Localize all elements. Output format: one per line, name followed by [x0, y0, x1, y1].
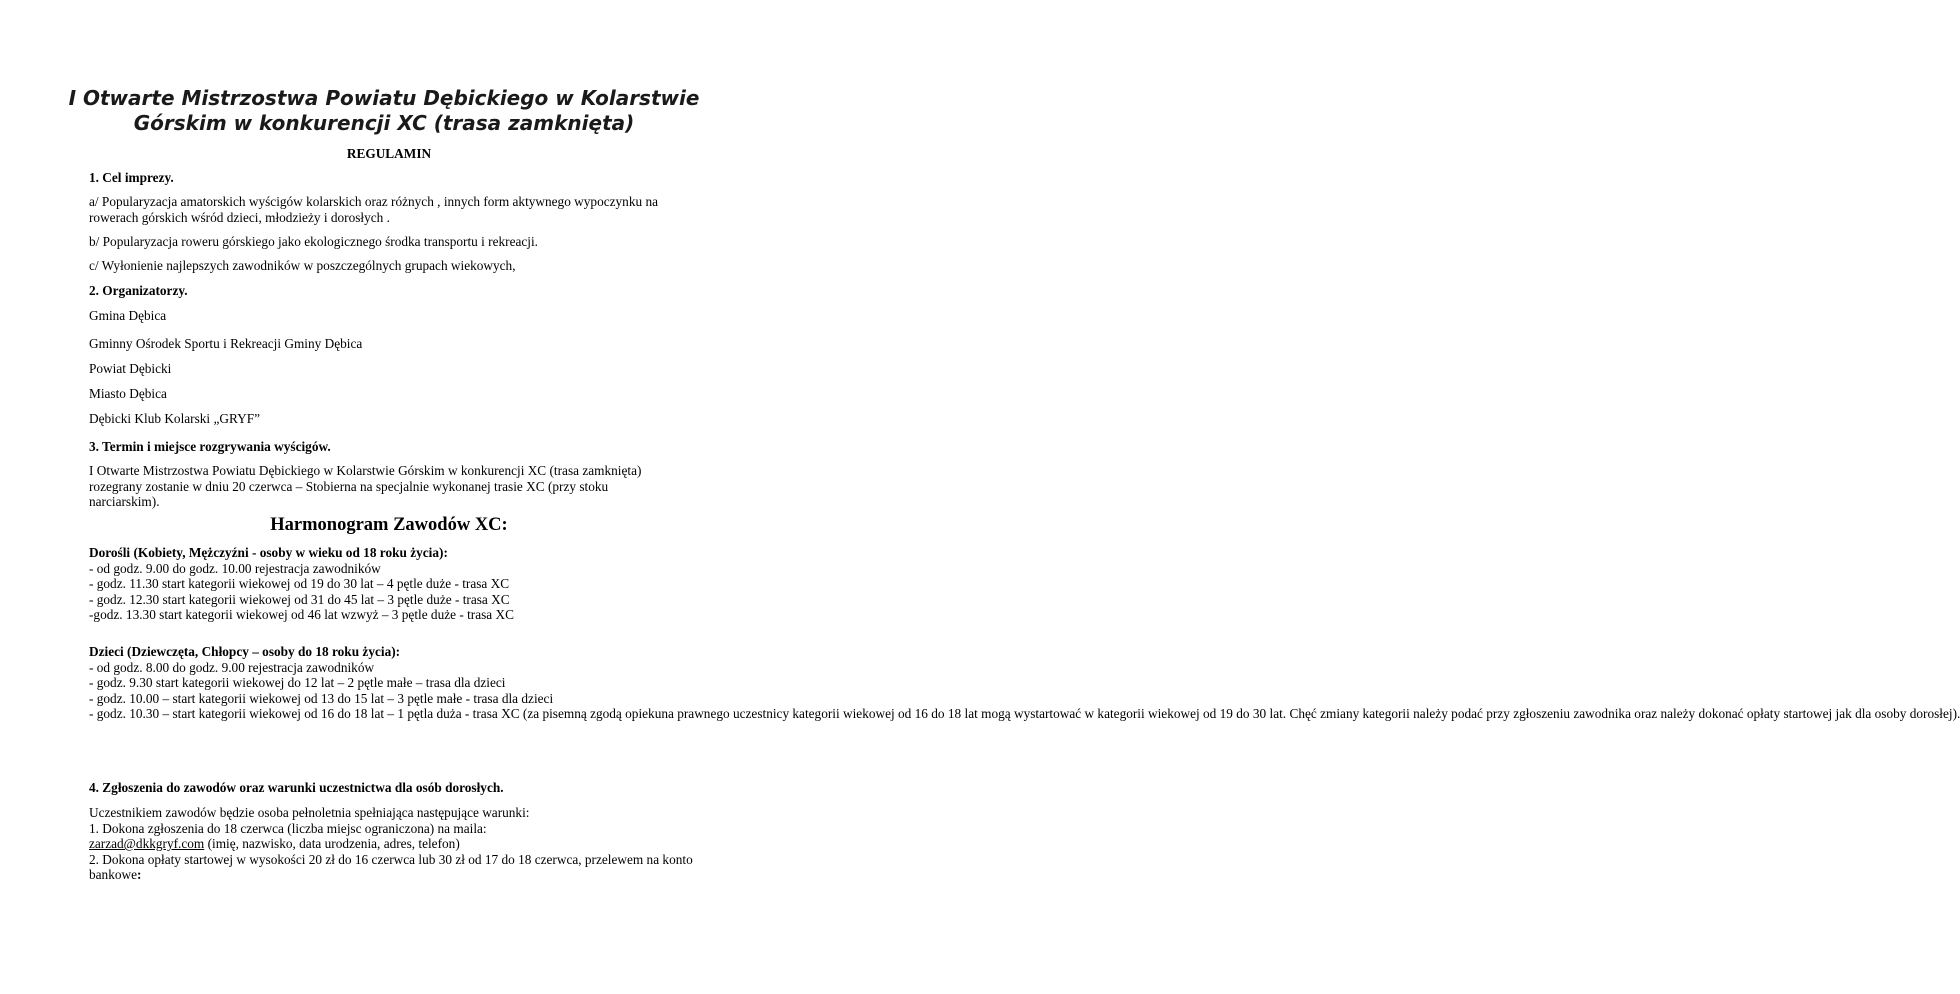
section-4-item-2-colon: :	[137, 867, 142, 882]
title-line-1: I Otwarte Mistrzostwa Powiatu Dębickiego w Kolarstwie	[68, 86, 700, 110]
organizer-item: Gminny Ośrodek Sportu i Rekreacji Gminy Dębica	[89, 336, 363, 351]
email-link[interactable]: zarzad@dkkgryf.com	[89, 836, 205, 851]
section-3-heading: 3. Termin i miejsce rozgrywania wyścigów.	[89, 439, 331, 454]
section-1-item-a: a/ Popularyzacja amatorskich wyścigów kolarskich oraz różnych , innych form aktywnego wypoczynku na rowerach górskich wśród dzieci, młodzieży i dorosłych .	[89, 194, 659, 225]
organizer-item: Miasto Dębica	[89, 386, 167, 401]
schedule-line: - godz. 12.30 start kategorii wiekowej od 31 do 45 lat – 3 pętle duże - trasa XC	[89, 591, 510, 607]
schedule-line: - godz. 9.30 start kategorii wiekowej do 12 lat – 2 pętle małe – trasa dla dzieci	[89, 675, 506, 690]
kids-heading: Dzieci (Dziewczęta, Chłopcy – osoby do 18 roku życia):	[89, 644, 401, 659]
adults-schedule	[89, 545, 689, 623]
section-1-heading: 1. Cel imprezy.	[89, 170, 174, 185]
section-4-item-2-text: 2. Dokona opłaty startowej w wysokości 20 zł do 16 czerwca lub 30 zł od 17 do 18 czerwca, przelewem na konto bankowe	[89, 851, 693, 882]
organizer-item: Gmina Dębica	[89, 308, 167, 323]
kids-schedule	[89, 644, 1960, 722]
adults-heading: Dorośli (Kobiety, Mężczyźni - osoby w wieku od 18 roku życia):	[89, 545, 448, 560]
organizer-item: Dębicki Klub Kolarski „GRYF”	[89, 411, 260, 426]
schedule-line: - godz. 11.30 start kategorii wiekowej od 19 do 30 lat – 4 pętle duże - trasa XC	[89, 576, 510, 591]
section-1-item-c: c/ Wyłonienie najlepszych zawodników w poszczególnych grupach wiekowych,	[89, 258, 516, 273]
document-title	[60, 86, 708, 136]
section-4-heading: 4. Zgłoszenia do zawodów oraz warunki uczestnictwa dla osób dorosłych.	[89, 780, 504, 795]
section-2-heading: 2. Organizatorzy.	[89, 283, 188, 298]
regulamin-heading: REGULAMIN	[346, 146, 432, 161]
schedule-line: - od godz. 8.00 do godz. 9.00 rejestracja zawodników	[89, 659, 375, 675]
schedule-line: - godz. 10.00 – start kategorii wiekowej od 13 do 15 lat – 3 pętle małe - trasa dla dzieci	[89, 690, 554, 706]
section-1-item-b: b/ Popularyzacja roweru górskiego jako ekologicznego środka transportu i rekreacji.	[89, 234, 538, 249]
section-4-body	[89, 805, 704, 883]
section-4-intro: Uczestnikiem zawodów będzie osoba pełnoletnia spełniająca następujące warunki:	[89, 805, 530, 820]
schedule-line: - od godz. 9.00 do godz. 10.00 rejestracja zawodników	[89, 560, 381, 576]
title-line-2: Górskim w konkurencji XC (trasa zamknięta)	[133, 111, 635, 135]
harmonogram-heading: Harmonogram Zawodów XC:	[270, 515, 508, 535]
section-4-item-1: 1. Dokona zgłoszenia do 18 czerwca (liczba miejsc ograniczona) na maila:	[89, 820, 487, 836]
email-line	[89, 836, 704, 852]
organizer-item: Powiat Dębicki	[89, 361, 172, 376]
schedule-line: -godz. 13.30 start kategorii wiekowej od 46 lat wzwyż – 3 pętle duże - trasa XC	[89, 607, 515, 622]
schedule-line: - godz. 10.30 – start kategorii wiekowej od 16 do 18 lat – 1 pętla duża - trasa XC (za pisemną zgodą opiekuna prawnego uczestnicy kategorii wiekowej od 16 do 18 lat mogą wystartować w kategorii wiekowej od 19 do 30 lat. Chęć zmiany kategorii należy podać przy zgłoszeniu zawodnika oraz należy dokonać opłaty startowej jak dla osoby dorosłej).	[89, 706, 1960, 721]
section-3-text: I Otwarte Mistrzostwa Powiatu Dębickiego w Kolarstwie Górskim w konkurencji XC (trasa zamknięta) rozegrany zostanie w dniu 20 czerwca – Stobierna na specjalnie wykonanej trasie XC (przy stoku narciarskim).	[89, 463, 642, 509]
section-4-item-2	[89, 852, 704, 883]
email-details: (imię, nazwisko, data urodzenia, adres, telefon)	[204, 836, 460, 851]
